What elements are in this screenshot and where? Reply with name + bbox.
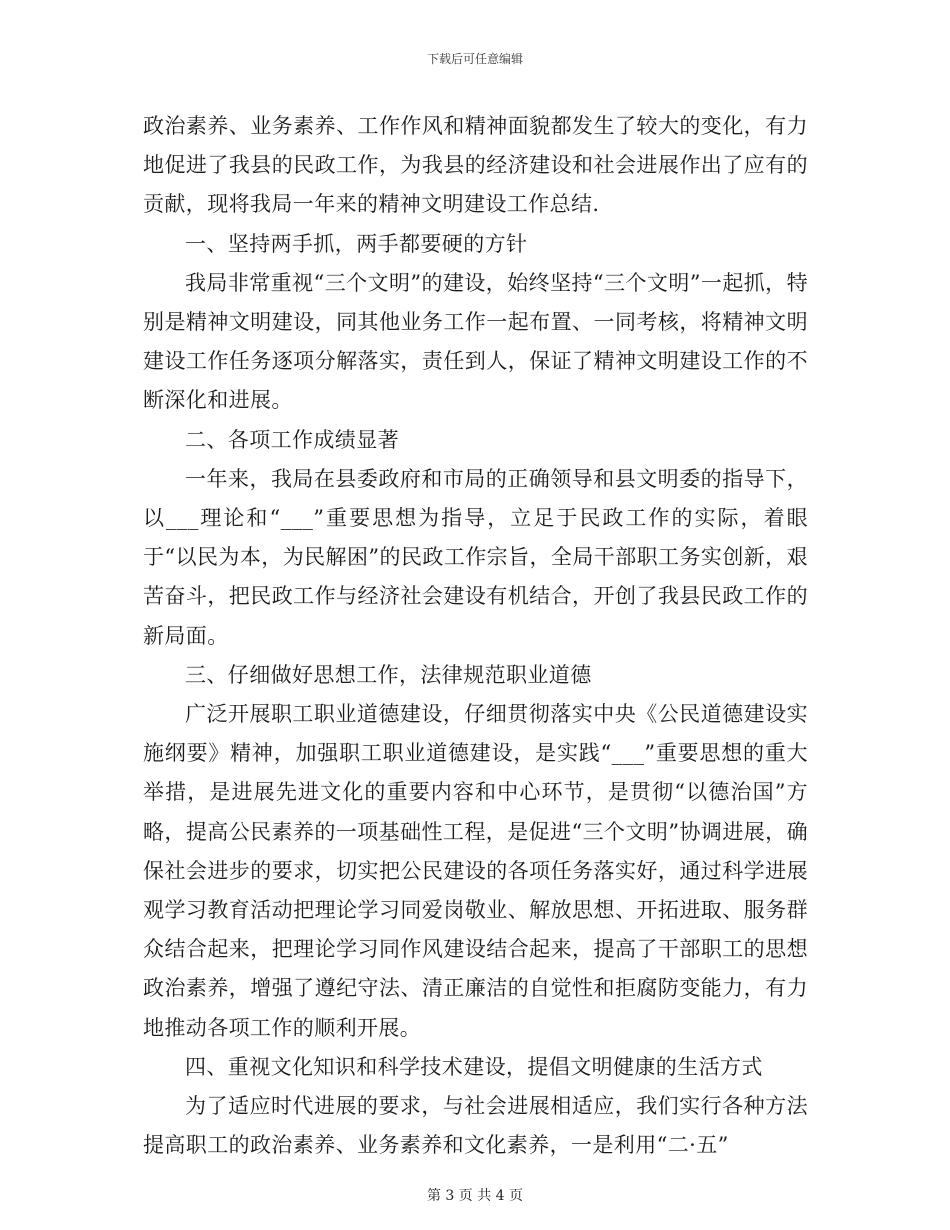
section-heading-2: 二、各项工作成绩显著: [185, 427, 399, 452]
paragraph-1: 我局非常重视“三个文明”的建设，始终坚持“三个文明”一起抓，特别是精神文明建设，同其他业务工作一起布置、一同考核，将精神文明建设工作任务逐项分解落实，责任到人，保证了精神文明建设工作的不断深化和进展。: [143, 270, 808, 413]
page-header: 下载后可任意编辑: [426, 52, 523, 66]
section-heading-4: 四、重视文化知识和科学技术建设，提倡文明健康的生活方式: [185, 1054, 763, 1079]
paragraph-intro: 政治素养、业务素养、工作作风和精神面貌都发生了较大的变化，有力地促进了我县的民政工作，为我县的经济建设和社会进展作出了应有的贡献，现将我局一年来的精神文明建设工作总结.: [143, 114, 808, 217]
page-footer: 第 3 页 共 4 页: [426, 1188, 524, 1204]
document-body: [143, 107, 808, 1165]
paragraph-3: 广泛开展职工职业道德建设，仔细贯彻落实中央《公民道德建设实施纲要》精神，加强职工职业道德建设，是实践“___”重要思想的重大举措，是进展先进文化的重要内容和中心环节，是贯彻“以德治国”方略，提高公民素养的一项基础性工程，是促进“三个文明”协调进展，确保社会进步的要求，切实把公民建设的各项任务落实好，通过科学进展观学习教育活动把理论学习同爱岗敬业、解放思想、开拓进取、服务群众结合起来，把理论学习同作风建设结合起来，提高了干部职工的思想政治素养，增强了遵纪守法、清正廉洁的自觉性和拒腐防变能力，有力地推动各项工作的顺利开展。: [143, 702, 808, 1040]
paragraph-2: 一年来，我局在县委政府和市局的正确领导和县文明委的指导下，以___理论和“___”重要思想为指导，立足于民政工作的实际，着眼于“以民为本，为民解困”的民政工作宗旨，全局干部职工务实创新，艰苦奋斗，把民政工作与经济社会建设有机结合，开创了我县民政工作的新局面。: [143, 466, 808, 648]
paragraph-4: 为了适应时代进展的要求，与社会进展相适应，我们实行各种方法提高职工的政治素养、业务素养和文化素养，一是利用“二·五”: [143, 1094, 808, 1158]
section-heading-1: 一、坚持两手抓，两手都要硬的方针: [185, 231, 528, 256]
section-heading-3: 三、仔细做好思想工作，法律规范职业道德: [185, 662, 592, 687]
